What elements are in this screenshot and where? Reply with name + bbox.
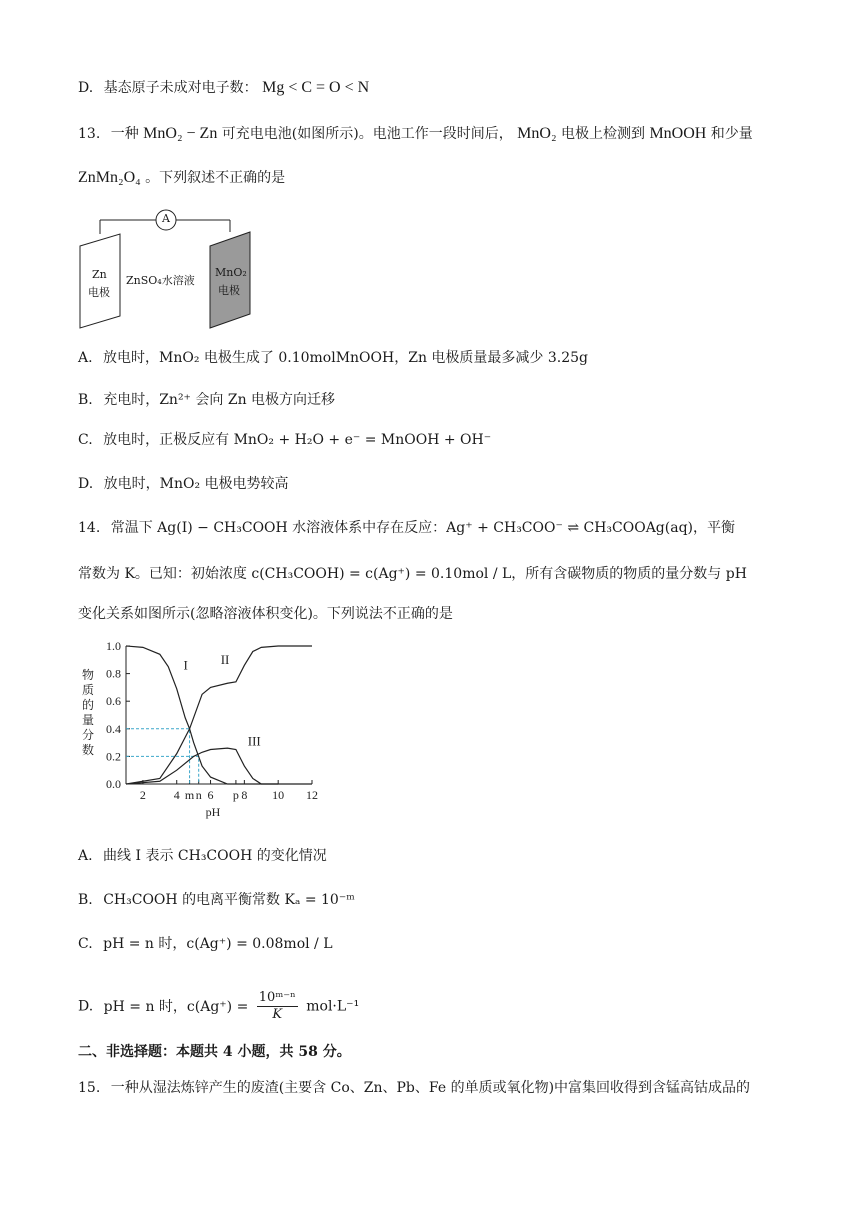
stem-text: 。下列叙述不正确的是 <box>145 170 286 186</box>
stem-text: 可充电电池(如图所示)。电池工作一段时间后， <box>221 126 513 142</box>
ammeter-label: A <box>162 212 170 225</box>
q14-option-b <box>78 890 355 910</box>
option-text: 曲线 I 表示 CH₃COOH 的变化情况 <box>103 848 327 864</box>
stem-formula: MnOOH <box>649 125 707 142</box>
q13-option-b <box>78 390 335 410</box>
mno2-electrode <box>210 232 250 328</box>
fraction-chart <box>78 632 338 828</box>
stem-text: 常数为 K。已知：初始浓度 c(CH₃COOH) = c(Ag⁺) = 0.10mol / L，所有含碳物质的物质的量分数与 pH <box>78 566 747 582</box>
y-tick-label: 0.6 <box>106 694 121 709</box>
x-tick-label: 4 <box>173 788 180 802</box>
option-label: D. <box>78 476 94 492</box>
q14-stem-line3 <box>78 604 453 624</box>
x-tick-label: 6 <box>207 788 214 802</box>
stem-formula: ZnMn₂O₄ <box>78 169 141 186</box>
zn-electrode <box>80 234 120 328</box>
option-label: D. <box>78 80 94 96</box>
x-tick-label: p <box>232 788 239 802</box>
question-number: 13. <box>78 126 101 142</box>
q13-stem-line2 <box>78 168 285 188</box>
q13-stem-line1 <box>78 124 753 144</box>
series-label-I: I <box>183 657 188 673</box>
x-tick-label: n <box>195 788 202 802</box>
series-line-I <box>126 646 312 784</box>
option-text: CH₃COOH 的电离平衡常数 Kₐ = 10⁻ᵐ <box>103 892 355 908</box>
y-axis-label: 物质的量分数 <box>81 668 94 757</box>
stem-formula: MnO₂ − Zn <box>143 125 218 142</box>
y-tick-label: 0.0 <box>106 777 121 791</box>
stem-text: 一种从湿法炼锌产生的废渣(主要含 Co、Zn、Pb、Fe 的单质或氧化物)中富集回收得到含锰高钴成品的 <box>110 1080 751 1096</box>
option-label: A. <box>78 350 93 366</box>
option-text: 放电时，MnO₂ 电极生成了 0.10molMnOOH，Zn 电极质量最多减少 3.25g <box>103 350 589 366</box>
option-text: pH = n 时，c(Ag⁺) = 0.08mol / L <box>103 936 333 952</box>
option-text: 放电时，正极反应有 MnO₂ + H₂O + e⁻ = MnOOH + OH⁻ <box>103 432 492 448</box>
x-tick-label: 8 <box>241 788 248 802</box>
q13-option-d <box>78 474 289 494</box>
fraction <box>257 990 298 1023</box>
mno2-label: MnO₂ <box>215 266 247 279</box>
q15-stem-line1 <box>78 1078 750 1098</box>
option-formula: Mg < C = O < N <box>262 79 370 96</box>
q13-option-a <box>78 348 588 368</box>
fraction-numerator: 10ᵐ⁻ⁿ <box>258 990 296 1005</box>
mno2-label-2: 电极 <box>218 284 240 297</box>
series-label-III: III <box>247 733 261 749</box>
stem-text: 一种 <box>110 126 139 142</box>
zn-label: Zn <box>92 268 107 281</box>
q14-option-d <box>78 990 359 1023</box>
x-axis-label: pH <box>205 805 221 819</box>
stem-text: 变化关系如图所示(忽略溶液体积变化)。下列说法不正确的是 <box>78 606 453 622</box>
q14-stem-line2 <box>78 564 747 584</box>
q12-option-d <box>78 78 369 98</box>
option-text: 放电时，MnO₂ 电极电势较高 <box>103 476 289 492</box>
option-label: D. <box>78 998 94 1015</box>
fraction-denominator: K <box>272 1007 283 1022</box>
option-text: pH = n 时，c(Ag⁺) = <box>103 998 249 1015</box>
option-text: 基态原子未成对电子数： <box>103 80 258 96</box>
q14-option-c <box>78 934 333 954</box>
solution-label: ZnSO₄水溶液 <box>126 274 195 287</box>
y-tick-label: 0.2 <box>106 749 121 764</box>
series-label-II: II <box>220 651 230 667</box>
stem-text: 和少量 <box>710 126 753 142</box>
option-label: A. <box>78 848 93 864</box>
x-tick-label: m <box>184 788 195 802</box>
section-title: 二、非选择题：本题共 4 小题，共 58 分。 <box>78 1044 351 1060</box>
y-tick-label: 1.0 <box>106 639 121 653</box>
y-tick-label: 0.8 <box>106 666 121 681</box>
option-label: B. <box>78 892 93 908</box>
battery-diagram <box>78 206 258 332</box>
q13-option-c <box>78 430 491 450</box>
x-tick-label: 12 <box>306 788 318 802</box>
x-tick-label: 10 <box>272 788 285 802</box>
q14-stem-line1 <box>78 518 735 538</box>
y-tick-label: 0.4 <box>106 721 121 736</box>
question-number: 14. <box>78 520 101 536</box>
series-line-II <box>126 646 312 784</box>
q14-option-a <box>78 846 327 866</box>
option-text: 充电时，Zn²⁺ 会向 Zn 电极方向迁移 <box>103 392 336 408</box>
question-number: 15. <box>78 1080 101 1096</box>
option-unit: mol·L⁻¹ <box>306 998 360 1015</box>
x-tick-label: 2 <box>139 788 146 802</box>
option-label: C. <box>78 432 93 448</box>
stem-formula: MnO₂ <box>517 125 557 142</box>
zn-label-2: 电极 <box>88 286 110 299</box>
chart-svg <box>78 632 338 828</box>
option-label: C. <box>78 936 93 952</box>
option-label: B. <box>78 392 93 408</box>
stem-text: 电极上检测到 <box>560 126 645 142</box>
stem-text: 常温下 Ag(I) − CH₃COOH 水溶液体系中存在反应：Ag⁺ + CH₃COO⁻ ⇌ CH₃COOAg(aq)，平衡 <box>110 520 736 536</box>
